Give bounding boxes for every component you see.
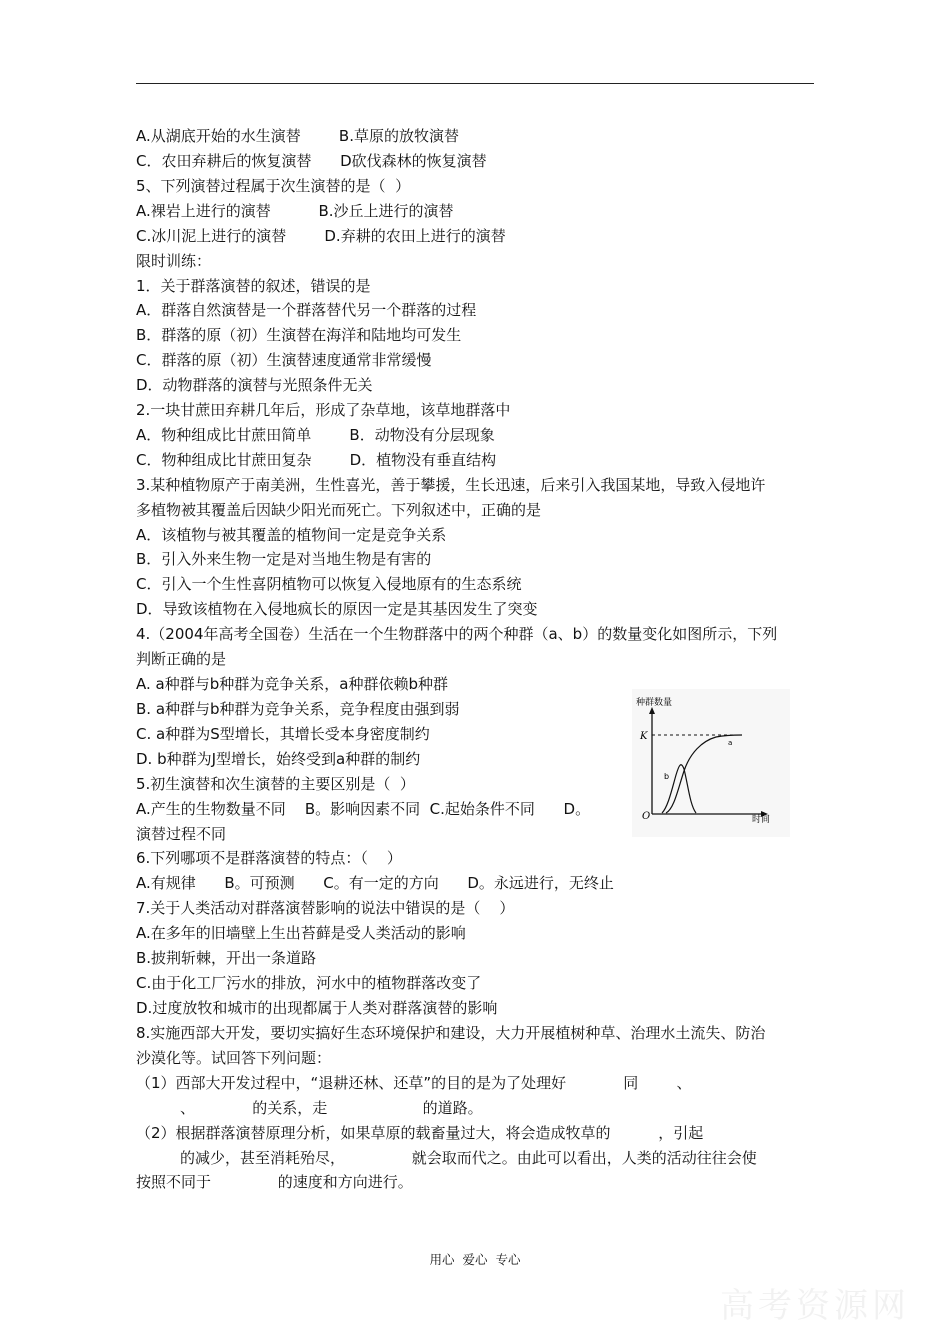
text-line: C．农田弃耕后的恢复演替 D砍伐森林的恢复演替 <box>136 152 487 170</box>
text-line: D．动物群落的演替与光照条件无关 <box>136 376 373 394</box>
origin-label: O <box>642 811 651 822</box>
text-line: （2）根据群落演替原理分析，如果草原的载畜量过大，将会造成牧草的 ，引起 <box>136 1124 704 1142</box>
text-line: 多植物被其覆盖后因缺少阳光而死亡。下列叙述中，正确的是 <box>136 501 542 519</box>
text-line: A.在多年的旧墙壁上生出苔藓是受人类活动的影响 <box>136 924 466 942</box>
x-axis-label: 时间 <box>752 815 771 825</box>
text-line: C.冰川泥上进行的演替 D.弃耕的农田上进行的演替 <box>136 227 506 245</box>
text-line: B. a种群与b种群为竞争关系，竞争程度由强到弱 <box>136 700 460 718</box>
text-line: 按照不同于 的速度和方向进行。 <box>136 1173 413 1191</box>
text-line: A．物种组成比甘蔗田简单 B．动物没有分层现象 <box>136 426 495 444</box>
text-line: 7.关于人类活动对群落演替影响的说法中错误的是（ ） <box>136 899 515 917</box>
text-line: D．导致该植物在入侵地疯长的原因一定是其基因发生了突变 <box>136 600 538 618</box>
text-line: 4.（2004年高考全国卷）生活在一个生物群落中的两个种群（a、b）的数量变化如图所示，下列 <box>136 625 778 643</box>
text-line: C．物种组成比甘蔗田复杂 D．植物没有垂直结构 <box>136 451 497 469</box>
text-line: 判断正确的是 <box>136 650 227 668</box>
text-line: 2.一块甘蔗田弃耕几年后，形成了杂草地，该草地群落中 <box>136 401 511 419</box>
curve-b-label: b <box>664 772 670 781</box>
watermark: 高考资源网 <box>720 1286 910 1326</box>
text-line: A.产生的生物数量不同 B。影响因素不同 C.起始条件不同 D。 <box>136 800 591 818</box>
text-line: 、 的关系，走 的道路。 <box>180 1099 483 1117</box>
text-line: C．引入一个生性喜阴植物可以恢复入侵地原有的生态系统 <box>136 575 522 593</box>
text-line: C．群落的原（初）生演替速度通常非常缓慢 <box>136 351 432 369</box>
page-footer: 用心 爱心 专心 <box>429 1252 521 1267</box>
text-line: （1）西部大开发过程中，“退耕还林、还草”的目的是为了处理好 同 、 <box>136 1074 692 1092</box>
text-line: 8.实施西部大开发，要切实搞好生态环境保护和建设，大力开展植树种草、治理水土流失、防治 <box>136 1024 766 1042</box>
section-heading: 限时训练： <box>136 252 212 270</box>
k-label: K <box>640 731 648 742</box>
text-line: 演替过程不同 <box>136 825 227 843</box>
text-line: A.有规律 B。可预测 C。有一定的方向 D。永远进行，无终止 <box>136 874 614 892</box>
text-line: B．引入外来生物一定是对当地生物是有害的 <box>136 550 432 568</box>
text-line: 1．关于群落演替的叙述，错误的是 <box>136 277 371 295</box>
text-line: 沙漠化等。试回答下列问题： <box>136 1049 332 1067</box>
text-line: A.裸岩上进行的演替 B.沙丘上进行的演替 <box>136 202 454 220</box>
text-line: 6.下列哪项不是群落演替的特点：（ ） <box>136 849 402 867</box>
text-line: A.从湖底开始的水生演替 B.草原的放牧演替 <box>136 127 459 145</box>
text-line: A．该植物与被其覆盖的植物间一定是竞争关系 <box>136 526 447 544</box>
text-line: 的减少，甚至消耗殆尽， 就会取而代之。由此可以看出，人类的活动往往会使 <box>180 1149 757 1167</box>
text-line: D. b种群为J型增长，始终受到a种群的制约 <box>136 750 421 768</box>
text-line: C. a种群为S型增长，其增长受本身密度制约 <box>136 725 430 743</box>
text-line: 3.某种植物原产于南美洲，生性喜光，善于攀援，生长迅速，后来引入我国某地，导致入侵地许 <box>136 476 766 494</box>
header-rule <box>136 83 814 84</box>
text-line: D.过度放牧和城市的出现都属于人类对群落演替的影响 <box>136 999 498 1017</box>
text-line: A．群落自然演替是一个群落替代另一个群落的过程 <box>136 301 477 319</box>
text-line: B．群落的原（初）生演替在海洋和陆地均可发生 <box>136 326 462 344</box>
population-figure <box>632 689 790 837</box>
y-axis-label: 种群数量 <box>636 698 673 708</box>
text-line: A. a种群与b种群为竞争关系，a种群依赖b种群 <box>136 675 448 693</box>
text-line: 5、下列演替过程属于次生演替的是（ ） <box>136 177 411 195</box>
text-line: 5.初生演替和次生演替的主要区别是（ ） <box>136 775 415 793</box>
text-line: C.由于化工厂污水的排放，河水中的植物群落改变了 <box>136 974 482 992</box>
text-line: B.披荆斩棘，开出一条道路 <box>136 949 317 967</box>
curve-a-label: a <box>728 739 733 747</box>
